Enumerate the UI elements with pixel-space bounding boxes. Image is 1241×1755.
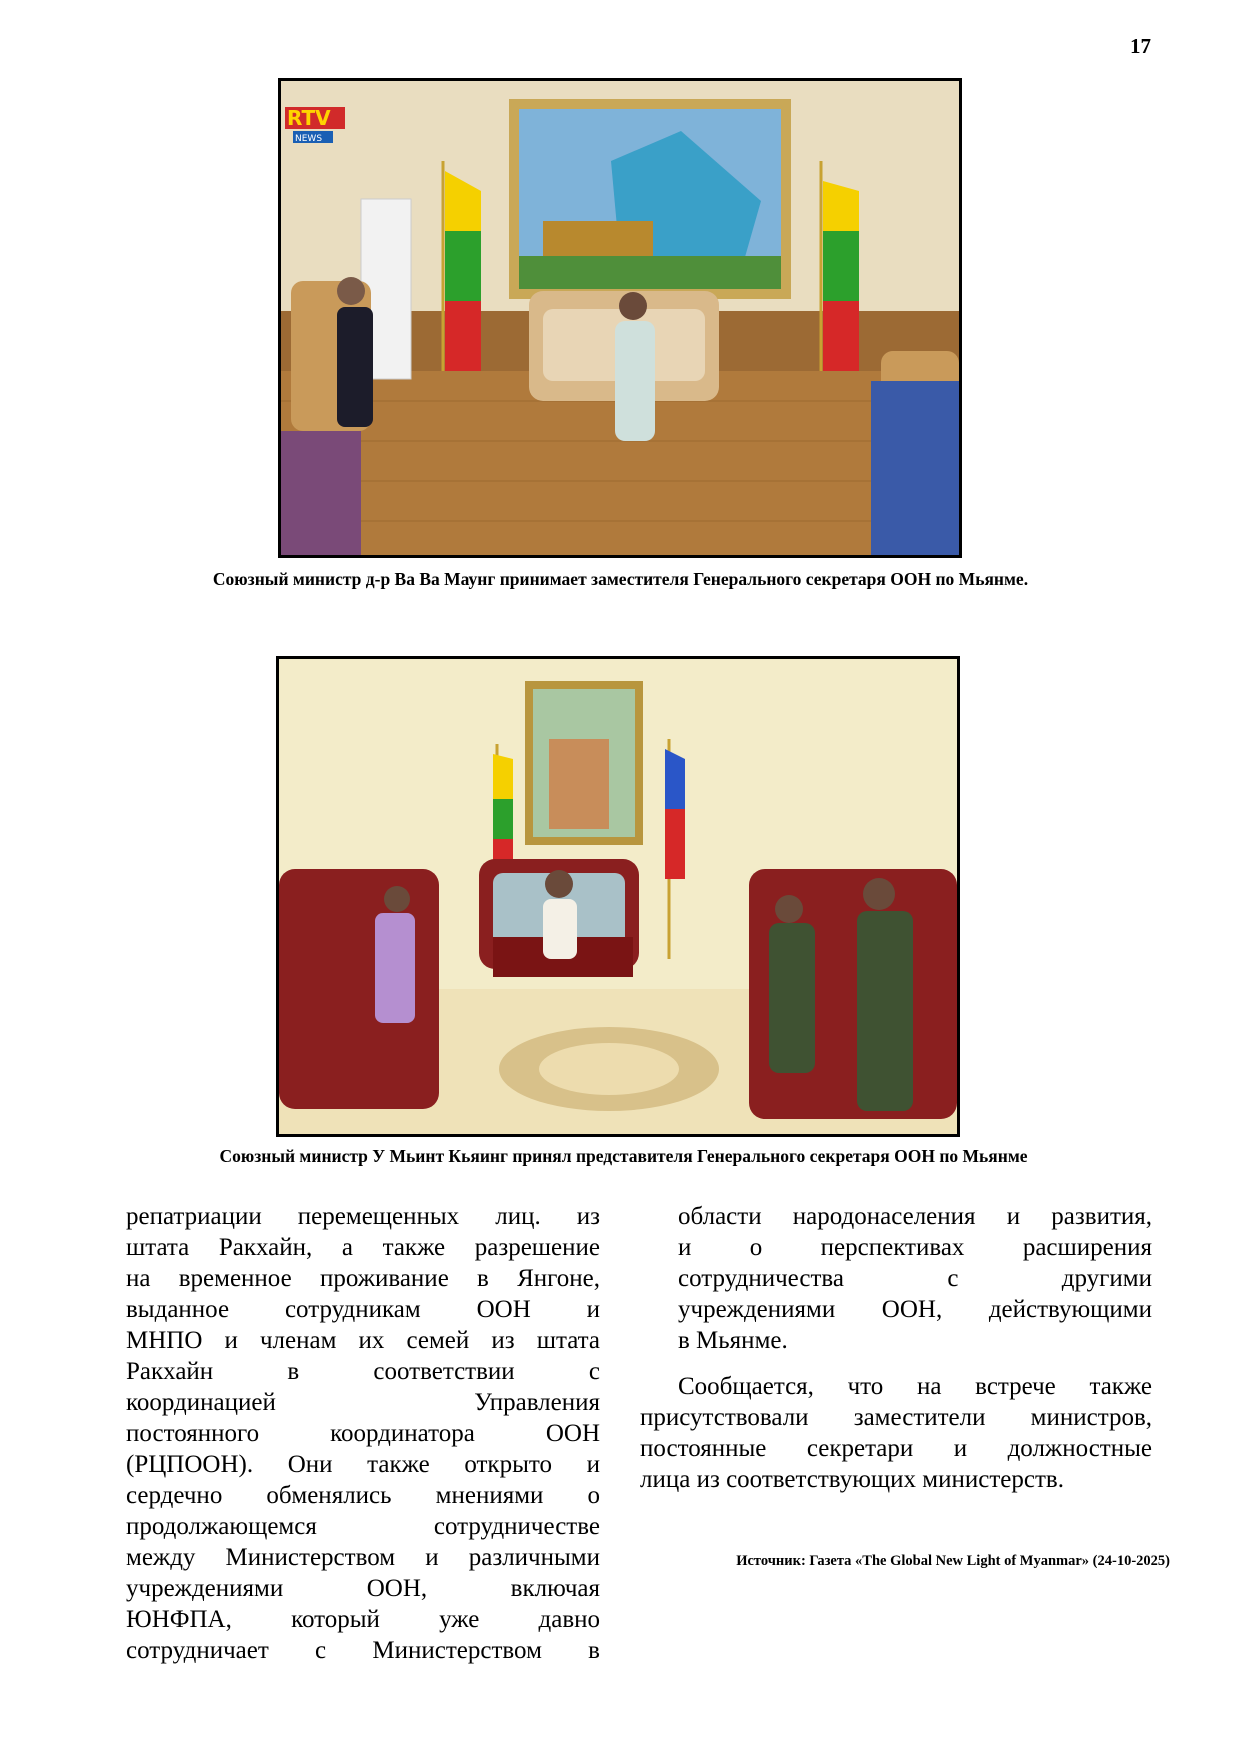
text-line: координацией Управления [126,1389,600,1416]
text-line: репатриации перемещенных лиц. из [126,1203,600,1230]
text-line: и о перспективах расширения [678,1234,1152,1261]
text-line: Сообщается, что на встрече также [678,1373,1152,1400]
article-left-column [126,1201,600,1666]
svg-text:RTV: RTV [287,106,331,130]
meeting-photo-1 [278,78,962,558]
text-line: ЮНФПА, который уже давно [126,1606,600,1633]
article-right-paragraph-2 [640,1371,1152,1495]
text-line: в Мьянме. [678,1327,788,1354]
text-line: между Министерством и различными [126,1544,600,1571]
text-line: сердечно обменялись мнениями о [126,1482,600,1509]
page-number: 17 [1130,34,1151,58]
meeting-photo-1-image [281,81,959,555]
article-right-paragraph-1 [678,1201,1152,1356]
text-line: области народонаселения и развития, [678,1203,1152,1230]
photo-2-caption: Союзный министр У Мьинт Кьяинг принял представителя Генерального секретаря ООН по Мьянме [219,1146,1028,1166]
text-line: на временное проживание в Янгоне, [126,1265,600,1292]
text-line: продолжающемся сотрудничестве [126,1513,600,1540]
text-line: (РЦПООН). Они также открыто и [126,1451,600,1478]
text-line: сотрудничает с Министерством в [126,1637,600,1664]
text-line: лица из соответствующих министерств. [640,1466,1064,1493]
text-line: присутствовали заместители министров, [640,1404,1152,1431]
text-line: учреждениями ООН, действующими [678,1296,1152,1323]
text-line: штата Ракхайн, а также разрешение [126,1234,600,1261]
text-line: сотрудничества с другими [678,1265,1152,1292]
svg-text:NEWS: NEWS [295,134,323,144]
text-line: постоянные секретари и должностные [640,1435,1152,1462]
meeting-photo-2-image [279,659,957,1134]
source-attribution: Источник: Газета «The Global New Light of Myanmar» (24-10-2025) [736,1553,1170,1569]
meeting-photo-2 [276,656,960,1137]
photo-1-caption: Союзный министр д-р Ва Ва Маунг принимает заместителя Генерального секретаря ООН по Мьянме. [212,569,1029,589]
text-line: Ракхайн в соответствии с [126,1358,600,1385]
text-line: учреждениями ООН, включая [126,1575,600,1602]
text-line: постоянного координатора ООН [126,1420,600,1447]
text-line: МНПО и членам их семей из штата [126,1327,600,1354]
text-line: выданное сотрудникам ООН и [126,1296,600,1323]
